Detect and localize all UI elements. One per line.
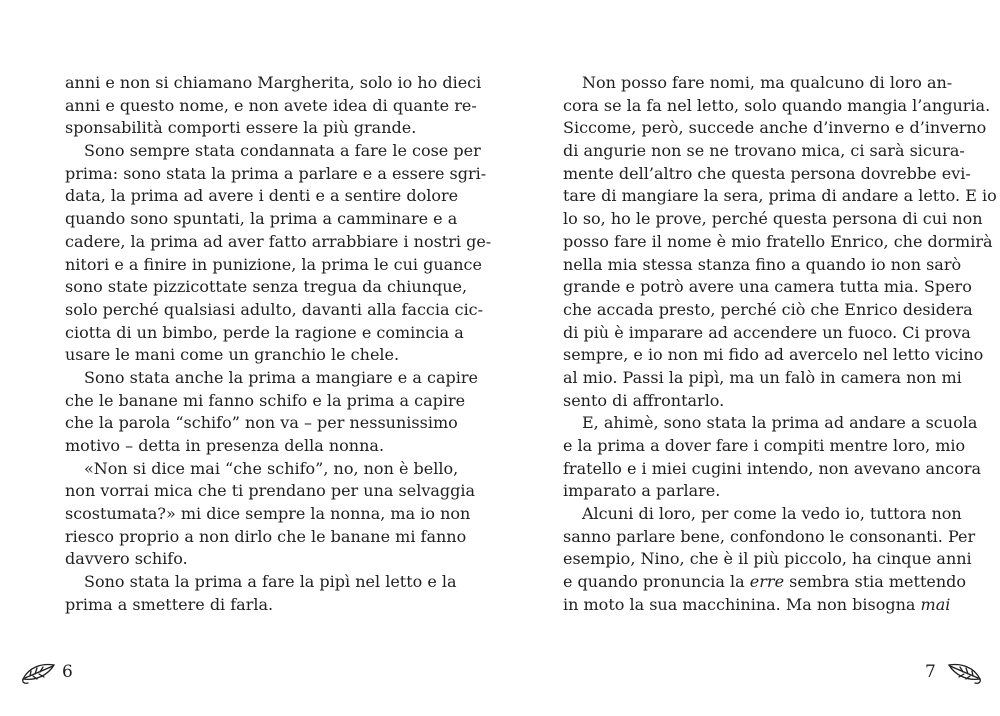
text-line: che le banane mi fanno schifo e la prima a capire [65,390,466,410]
text-line: Sono stata la prima a fare la pipì nel letto e la [84,572,457,592]
text-line: sono state pizzicottate senza tregua da chiunque, [65,277,468,297]
text-line: posso fare il nome è mio fratello Enrico, che dormirà [563,231,993,251]
text-line: e quando pronuncia la erre sembra stia mettendo [563,572,967,592]
text-line: mente dell’altro che questa persona dovrebbe evi- [563,163,971,183]
italic-word: mai [920,594,951,614]
right-page-text [563,72,997,617]
text-line: esempio, Nino, che è il più piccolo, ha cinque anni [563,549,972,569]
leaf-ornament-icon [20,657,58,687]
text-line: anni e questo nome, e non avete idea di quante re- [65,95,477,115]
text-line: Alcuni di loro, per come la vedo io, tuttora non [582,504,962,524]
text-line: ciotta di un bimbo, perde la ragione e comincia a [65,322,464,342]
text-line: che la parola “schifo” non va – per nessunissimo [65,413,458,433]
text-line: fratello e i miei cugini intendo, non avevano ancora [563,458,982,478]
text-line: nella mia stessa stanza fino a quando io non sarò [563,254,962,274]
text-line: riesco proprio a non dirlo che le banane mi fanno [65,526,467,546]
text-line: prima: sono stata la prima a parlare e a essere sgri- [65,163,487,183]
text-line: Sono stata anche la prima a mangiare e a capire [84,367,478,387]
text-line: tare di mangiare la sera, prima di andare a letto. E io [563,186,997,206]
text-line: davvero schifo. [65,549,188,569]
text-line: lo so, ho le prove, perché questa persona di cui non [563,209,983,229]
text-line: sempre, e io non mi fido ad avercelo nel letto vicino [563,345,984,365]
text-line: imparato a parlare. [563,481,721,501]
italic-word: erre [749,572,785,592]
text-line: nitori e a finire in punizione, la prima le cui guance [65,254,482,274]
text-line: prima a smettere di farla. [65,594,274,614]
text-line: sento di affrontarlo. [563,390,725,410]
text-line: data, la prima ad avere i denti e a sentire dolore [65,186,459,206]
text-line: che accada presto, perché ciò che Enrico desidera [563,299,973,319]
left-page-text [65,72,492,617]
text-line: grande e potrò avere una camera tutta mia. Spero [563,277,972,297]
text-line: sponsabilità comporti essere la più grande. [65,118,417,138]
text-line: solo perché qualsiasi adulto, davanti alla faccia cic- [65,299,484,319]
text-line: Non posso fare nomi, ma qualcuno di loro an- [582,73,953,92]
text-line: motivo – detta in presenza della nonna. [65,436,385,455]
page-number-left: 6 [62,662,73,682]
text-line: di più è imparare ad accendere un fuoco. Ci prova [563,322,971,342]
text-line: anni e non si chiamano Margherita, solo io ho dieci [65,73,482,92]
text-line: cadere, la prima ad aver fatto arrabbiare i nostri ge- [65,231,492,251]
text-line: usare le mani come un granchio le chele. [65,345,400,365]
text-line: Siccome, però, succede anche d’inverno e d’inverno [563,118,987,138]
text-line: di angurie non se ne trovano mica, ci sarà sicura- [563,141,965,161]
text-line: Sono sempre stata condannata a fare le cose per [84,141,481,161]
text-line: cora se la fa nel letto, solo quando mangia l’anguria. [563,95,991,115]
page-number-right: 7 [925,662,936,682]
text-line: non vorrai mica che ti prendano per una selvaggia [65,481,476,501]
text-line: E, ahimè, sono stata la prima ad andare a scuola [582,413,978,433]
text-line: al mio. Passi la pipì, ma un falò in camera non mi [563,367,962,387]
leaf-ornament-icon [945,657,983,687]
text-line: sanno parlare bene, confondono le consonanti. Per [563,526,976,546]
text-line: in moto la sua macchinina. Ma non bisogna mai [563,594,951,614]
text-line: «Non si dice mai “che schifo”, no, non è bello, [84,458,459,478]
text-line: scostumata?» mi dice sempre la nonna, ma io non [65,504,471,524]
text-line: e la prima a dover fare i compiti mentre loro, mio [563,436,966,455]
text-line: quando sono spuntati, la prima a camminare e a [65,209,458,229]
